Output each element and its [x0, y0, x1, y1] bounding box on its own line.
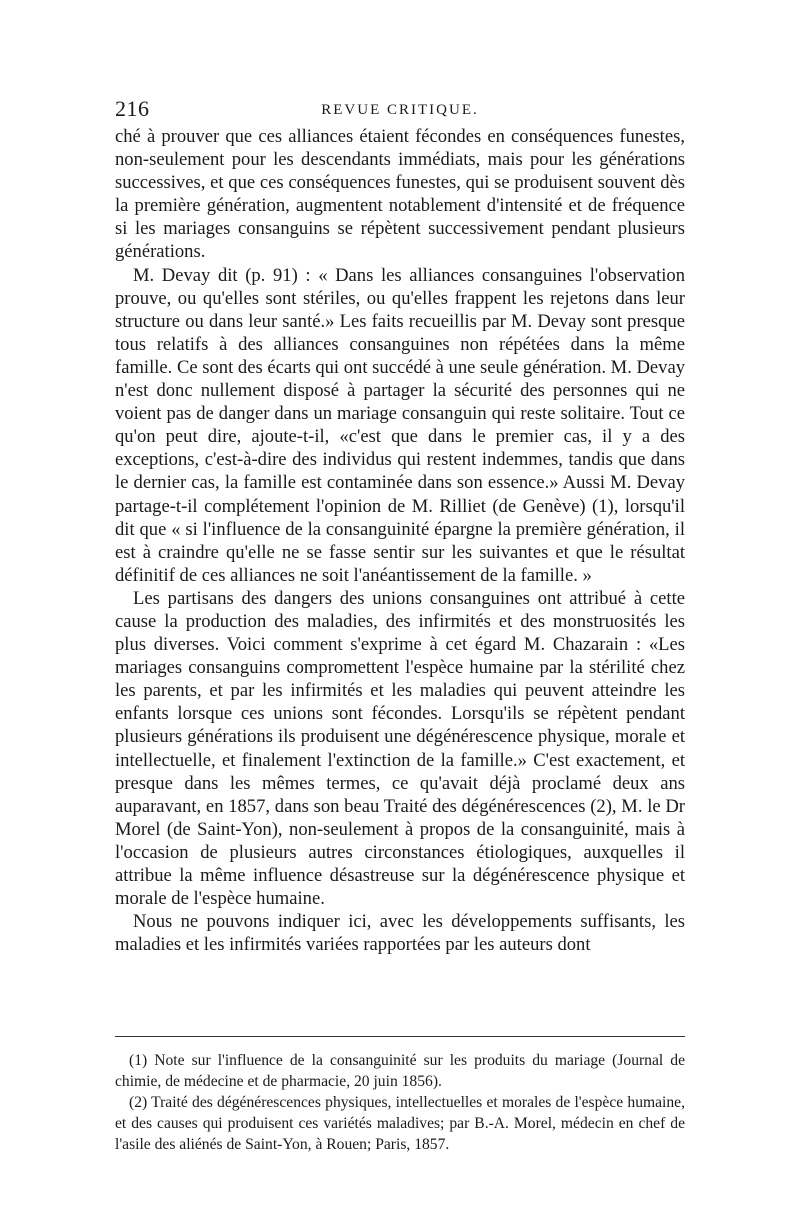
page-header [115, 96, 685, 126]
page-number: 216 [115, 96, 150, 121]
paragraph-partisans: Les partisans des dangers des unions consanguines ont attribué à cette cause la production des maladies, des infirmités et des monstruosités les plus diverses. Voici comment s'exprime à cet égard M. Chazarain : «Les mariages consanguins compromettent l'espèce humaine par la stérilité chez les parents, et par les infirmités et les maladies qui peuvent atteindre les enfants lorsque ces unions sont fécondes. Lorsqu'ils se répètent pendant plusieurs générations ils produisent une dégénérescence physique, morale et intellectuelle, et finalement l'extinction de la famille.» C'est exactement, et presque dans les mêmes termes, ce qu'avait déjà proclamé deux ans auparavant, en 1857, dans son beau Traité des dégénérescences (2), M. le Dr Morel (de Saint-Yon), non-seulement à propos de la consanguinité, mais à l'occasion de plusieurs autres circonstances étiologiques, auxquelles il attribue la même influence désastreuse sur la dégénérescence physique et morale de l'espèce humaine. [115, 587, 685, 910]
running-head: REVUE CRITIQUE. [321, 102, 479, 118]
footnote-2: (2) Traité des dégénérescences physiques, intellectuelles et morales de l'espèce humaine, et des causes qui produisent ces variétés maladives; par B.-A. Morel, médecin en chef de l'asile des aliénés de Saint-Yon, à Rouen; Paris, 1857. [115, 1094, 685, 1153]
body-text [115, 125, 685, 956]
paragraph-devay: M. Devay dit (p. 91) : « Dans les alliances consanguines l'observation prouve, ou qu'elles sont stériles, ou qu'elles frappent les rejetons dans leur structure ou dans leur santé.» Les faits recueillis par M. Devay sont presque tous relatifs à des alliances consanguines non répétées dans la même famille. Ce sont des écarts qui ont succédé à une seule génération. M. Devay n'est donc nullement disposé à partager la sécurité des personnes qui ne voient pas de danger dans un mariage consanguin qui reste solitaire. Tout ce qu'on peut dire, ajoute-t-il, «c'est que dans le premier cas, il y a des exceptions, c'est-à-dire des individus qui restent indemmes, tandis que dans le dernier cas, la famille est contaminée dans son essence.» Aussi M. Devay partage-t-il complétement l'opinion de M. Rilliet (de Genève) (1), lorsqu'il dit que « si l'influence de la consanguinité épargne la première génération, il est à craindre qu'elle ne se fasse sentir sur les suivantes et que le résultat définitif de ces alliances ne soit l'anéantissement de la famille. » [115, 264, 686, 586]
paragraph-maladies: Nous ne pouvons indiquer ici, avec les développements suffisants, les maladies et les infirmités variées rapportées par les auteurs dont [115, 911, 685, 956]
footnote-rule [115, 1036, 685, 1037]
footnotes [115, 1050, 685, 1155]
paragraph-continuation: ché à prouver que ces alliances étaient fécondes en conséquences funestes, non-seulement pour les descendants immédiats, mais pour les générations successives, et que ces conséquences funestes, qui se produisent souvent dès la première génération, augmentent notablement d'intensité et de fréquence si les mariages consanguins se répètent successivement pendant plusieurs générations. [115, 126, 685, 263]
footnote-1: (1) Note sur l'influence de la consanguinité sur les produits du mariage (Journal de chimie, de médecine et de pharmacie, 20 juin 1856). [115, 1052, 685, 1090]
